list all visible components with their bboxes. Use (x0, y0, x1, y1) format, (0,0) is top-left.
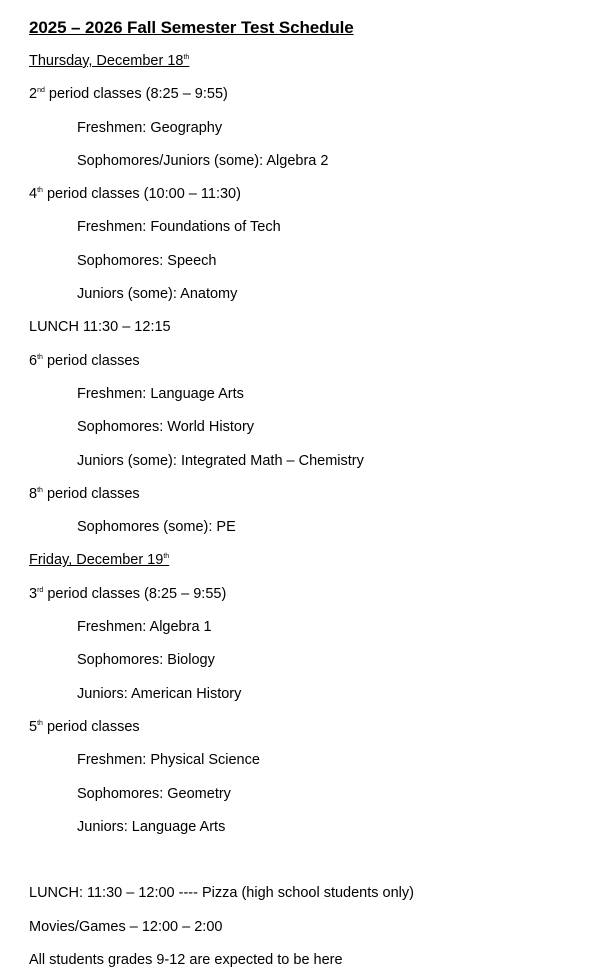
lunch-line: LUNCH 11:30 – 12:15 (29, 319, 171, 336)
note-line: All students grades 9-12 are expected to be here (29, 952, 343, 969)
day-heading-text: Friday, December 19th (29, 552, 170, 569)
exam-item: Freshmen: Foundations of Tech (77, 219, 281, 236)
period-heading: 3rd period classes (8:25 – 9:55) (29, 585, 227, 602)
period-heading: 5th period classes (29, 718, 140, 735)
exam-item: Sophomores/Juniors (some): Algebra 2 (77, 152, 329, 169)
schedule-document (29, 14, 599, 977)
exam-item: Juniors (some): Anatomy (77, 286, 238, 303)
page-title: 2025 – 2026 Fall Semester Test Schedule (29, 18, 354, 37)
period-heading: 4th period classes (10:00 – 11:30) (29, 186, 241, 203)
exam-item: Freshmen: Geography (77, 119, 223, 136)
period-heading: 6th period classes (29, 352, 140, 369)
exam-item: Freshmen: Algebra 1 (77, 619, 212, 636)
exam-item: Freshmen: Physical Science (77, 752, 260, 769)
exam-item: Juniors: American History (77, 685, 242, 702)
exam-item: Sophomores: Speech (77, 252, 217, 269)
day-heading-friday (29, 544, 599, 577)
exam-item: Sophomores: World History (77, 419, 255, 436)
day-heading-thursday (29, 45, 599, 78)
day-heading-text: Thursday, December 18th (29, 53, 190, 69)
movies-line: Movies/Games – 12:00 – 2:00 (29, 918, 223, 935)
exam-item: Juniors: Language Arts (77, 818, 226, 835)
exam-item: Sophomores: Geometry (77, 785, 231, 802)
exam-item: Sophomores: Biology (77, 652, 215, 669)
period-heading: 8th period classes (29, 485, 140, 502)
period-heading: 2nd period classes (8:25 – 9:55) (29, 86, 228, 103)
exam-item: Sophomores (some): PE (77, 519, 236, 536)
lunch-line: LUNCH: 11:30 – 12:00 ---- Pizza (high school students only) (29, 885, 414, 902)
exam-item: Juniors (some): Integrated Math – Chemistry (77, 452, 364, 469)
exam-item: Freshmen: Language Arts (77, 385, 244, 402)
spacer (29, 844, 599, 877)
